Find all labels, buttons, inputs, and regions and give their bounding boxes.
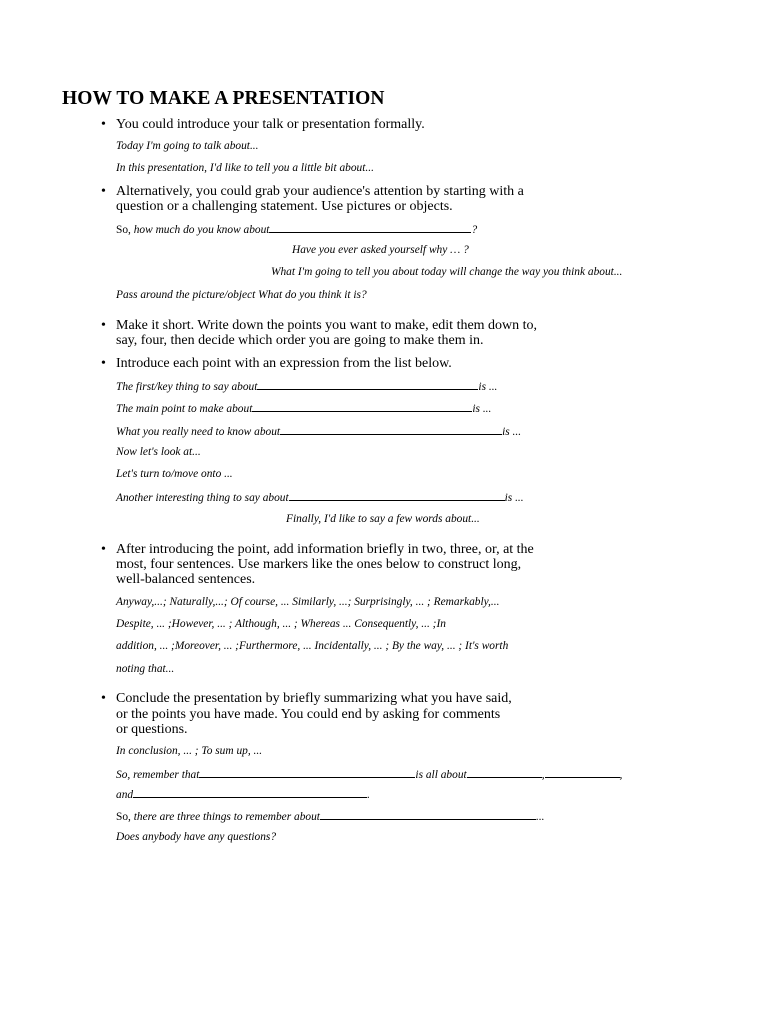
intro-example-2: In this presentation, I'd like to tell you a little bit about... bbox=[116, 162, 374, 174]
attention-example-4: Pass around the picture/object What do you think it is? bbox=[116, 289, 367, 301]
fill-in-blank bbox=[320, 809, 536, 820]
attention-example-2: Have you ever asked yourself why … ? bbox=[292, 244, 469, 256]
conclusion-example-5: Does anybody have any questions? bbox=[116, 831, 277, 843]
markers-example-1: Anyway,...; Naturally,...; Of course, ... Similarly, ...; Surprisingly, ... ; Remarkably,... bbox=[116, 596, 500, 608]
example-end: ? bbox=[471, 224, 478, 236]
markers-example-3: addition, ... ;Moreover, ... ;Furthermore, ... Incidentally, ... ; By the way, ... ; It's worth bbox=[116, 640, 509, 652]
example-end: ... bbox=[535, 811, 545, 823]
fill-in-blank bbox=[257, 379, 478, 390]
bullet-point: • bbox=[101, 117, 106, 132]
example-end: is ... bbox=[478, 381, 498, 393]
fill-in-blank bbox=[289, 490, 505, 501]
bullet-point: • bbox=[101, 184, 106, 199]
fill-in-blank bbox=[467, 767, 542, 778]
attention-paragraph-line-2: question or a challenging statement. Use pictures or objects. bbox=[116, 199, 453, 214]
fill-in-blank bbox=[269, 222, 471, 233]
conclusion-paragraph-line-2: or the points you have made. You could end by asking for comments bbox=[116, 707, 501, 722]
fill-in-blank bbox=[133, 787, 367, 798]
example-text: and bbox=[116, 789, 134, 801]
example-end: is ... bbox=[504, 492, 524, 504]
intro-paragraph: You could introduce your talk or presentation formally. bbox=[116, 117, 425, 132]
points-example-6 bbox=[116, 490, 524, 505]
example-text: how much do you know about bbox=[133, 224, 270, 236]
points-example-7: Finally, I'd like to say a few words about... bbox=[286, 513, 480, 525]
intro-example-1: Today I'm going to talk about... bbox=[116, 140, 259, 152]
points-example-3 bbox=[116, 424, 521, 439]
points-example-4: Now let's look at... bbox=[116, 446, 201, 458]
conclusion-example-2 bbox=[116, 767, 622, 782]
markers-paragraph-line-1: After introducing the point, add information briefly in two, three, or, at the bbox=[116, 542, 534, 557]
points-example-2 bbox=[116, 401, 491, 416]
short-paragraph-line-1: Make it short. Write down the points you want to make, edit them down to, bbox=[116, 318, 538, 333]
bullet-point: • bbox=[101, 356, 106, 371]
markers-paragraph-line-3: well-balanced sentences. bbox=[116, 572, 256, 587]
example-text: What you really need to know about bbox=[116, 426, 281, 438]
points-paragraph: Introduce each point with an expression from the list below. bbox=[116, 356, 452, 371]
fill-in-blank bbox=[199, 767, 415, 778]
fill-in-blank bbox=[545, 767, 620, 778]
markers-example-4: noting that... bbox=[116, 663, 175, 675]
short-paragraph-line-2: say, four, then decide which order you are going to make them in. bbox=[116, 333, 484, 348]
example-end: . bbox=[367, 789, 370, 801]
bullet-point: • bbox=[101, 542, 106, 557]
fill-in-blank bbox=[280, 424, 502, 435]
example-text: there are three things to remember about bbox=[133, 811, 320, 823]
attention-paragraph-line-1: Alternatively, you could grab your audience's attention by starting with a bbox=[116, 184, 524, 199]
example-text: The main point to make about bbox=[116, 403, 253, 415]
example-end: is ... bbox=[502, 426, 522, 438]
bullet-point: • bbox=[101, 691, 106, 706]
conclusion-example-1: In conclusion, ... ; To sum up, ... bbox=[116, 745, 263, 757]
points-example-5: Let's turn to/move onto ... bbox=[116, 468, 233, 480]
markers-example-2: Despite, ... ;However, ... ; Although, ... ; Whereas ... Consequently, ... ;In bbox=[116, 618, 446, 630]
example-prefix: So, bbox=[116, 811, 134, 823]
attention-example-3: What I'm going to tell you about today will change the way you think about... bbox=[271, 266, 623, 278]
example-end: is ... bbox=[472, 403, 492, 415]
conclusion-paragraph-line-1: Conclude the presentation by briefly summarizing what you have said, bbox=[116, 691, 512, 706]
separator: , bbox=[541, 769, 545, 781]
example-text: The first/key thing to say about bbox=[116, 381, 258, 393]
example-mid: is all about bbox=[415, 769, 467, 781]
example-text: So, remember that bbox=[116, 769, 200, 781]
bullet-point: • bbox=[101, 318, 106, 333]
conclusion-example-4 bbox=[116, 809, 545, 824]
page-title: HOW TO MAKE A PRESENTATION bbox=[62, 88, 385, 109]
markers-paragraph-line-2: most, four sentences. Use markers like the ones below to construct long, bbox=[116, 557, 522, 572]
fill-in-blank bbox=[252, 401, 472, 412]
example-prefix: So, bbox=[116, 224, 134, 236]
attention-example-1 bbox=[116, 222, 477, 237]
points-example-1 bbox=[116, 379, 497, 394]
separator: , bbox=[619, 769, 623, 781]
conclusion-paragraph-line-3: or questions. bbox=[116, 722, 188, 737]
conclusion-example-3 bbox=[116, 787, 370, 802]
example-text: Another interesting thing to say about bbox=[116, 492, 289, 504]
